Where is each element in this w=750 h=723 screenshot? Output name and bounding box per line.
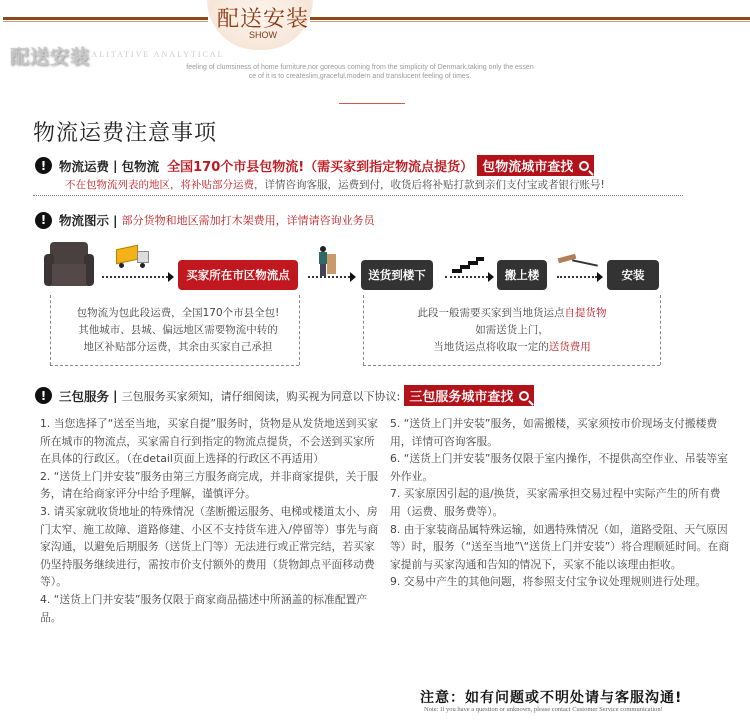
term-item: 8. 由于家装商品属特殊运输，如遇特殊情况（如，道路受阻、天气原因等）时，服务（“送至当地”\“送货上门并安装”）将合理顺延时间。在商家提前与买家沟通和告知的情况下，买家不能以该理由拒收。 [390, 522, 730, 571]
label-divider: | [113, 212, 118, 228]
logistics-diagram-label: 物流图示 [59, 213, 110, 228]
three-guarantees-city-search-button[interactable] [404, 385, 534, 406]
bracket-line [50, 365, 299, 366]
note-line: 包物流为包此段运费，全国170个市县全包! [76, 307, 280, 319]
flow-arrow [557, 276, 597, 286]
flow-arrow [308, 276, 350, 286]
note-line [362, 305, 662, 322]
three-guarantees-row [35, 385, 534, 406]
header-tagline [110, 63, 610, 81]
note-red-text: 送货费用 [548, 341, 591, 353]
header-subtitle: SHOW [249, 30, 277, 40]
terms-right-column [390, 415, 730, 591]
term-item: 9. 交易中产生的其他问题，将参照支付宝争议处理规则进行处理。 [390, 575, 707, 589]
note-red-text: 自提货物 [564, 307, 607, 319]
exclamation-icon: ! [35, 157, 52, 174]
header-background-english: QUALITATIVE ANALYTICAL [76, 50, 225, 59]
button-label: 包物流城市查找 [482, 160, 574, 175]
term-item: 6. “送货上门并安装”服务仅限于室内操作，不提供高空作业、吊装等室外作业。 [390, 452, 729, 483]
dotted-divider [33, 195, 683, 196]
term-item: 3. 请买家就收货地址的特殊情况（垄断搬运服务、电梯或楼道太小、房门太窄、施工故障、道路修建、小区不支持货车进入/停留等）事先与商家沟通，以避免后期服务（送货上门等）无法进行或正常完结，若买家仍坚持服务继续进行，需按市价支付额外的费用（货物卸点平面移动费等）。 [40, 504, 379, 589]
left-segment-note [52, 305, 304, 356]
button-label: 三包服务城市查找 [409, 390, 514, 405]
armchair-icon [44, 242, 94, 288]
step-city-logistics-point: 买家所在市区物流点 [178, 260, 298, 290]
title-accent-line [339, 103, 405, 104]
logistics-fee-note [65, 177, 605, 192]
note-line: 地区补贴部分运费，其余由买家自己承担 [83, 341, 273, 353]
flow-arrow [102, 276, 168, 286]
footer-notice-chinese: 注意：如有问题或不明处请与客服沟通! [420, 690, 683, 706]
installation-tool-icon [558, 254, 598, 268]
logistics-diagram-note: 部分货物和地区需加打木架费用，详情请咨询业务员 [121, 214, 375, 227]
terms-left-column [40, 415, 380, 626]
note-gray-text: 当地货运点将收取一定的 [433, 341, 549, 353]
step-carry-upstairs: 搬上楼 [497, 260, 547, 290]
delivery-truck-icon [116, 247, 150, 269]
free-logistics-highlight: 全国170个市县包物流!（需买家到指定物流点提货） [167, 160, 474, 175]
note-line: 如需送货上门， [475, 324, 549, 336]
porter-icon [319, 246, 337, 276]
label-divider: | [113, 158, 118, 173]
step-deliver-downstairs: 送货到楼下 [361, 260, 433, 290]
bracket-line [50, 295, 51, 365]
footer-notice-english: Note: If you have a question or unknown, please contact Customer Service communication! [424, 706, 663, 713]
header-title: 配送安装 [216, 7, 309, 32]
three-guarantees-label: 三包服务 [59, 388, 110, 404]
term-item: 1. 当您选择了“送至当地，买家自提”服务时，货物是从发货地送到买家所在城市的物流点，买家需自行到指定的物流点提货，不会送到买家所在具体的行政区。（在detail页面上选择的行政区不再适用） [40, 417, 379, 466]
logistics-fee-row [35, 155, 594, 176]
note-gray-text: 详情咨询客服，运费到付，收货后将补贴打款到亲们支付宝或者银行账号! [264, 179, 605, 191]
tagline-line-1: feeling of clumsiness of home furniture,nor goreous coming from the simplicity of Denmark,taking only the essen [186, 64, 534, 71]
term-item: 4. “送货上门并安装”服务仅限于商家商品描述中所涵盖的标准配置产品。 [40, 592, 368, 624]
label-divider: | [113, 388, 118, 403]
term-item: 5. “送货上门并安装”服务，如需搬楼，买家须按市价现场支付搬楼费用，详情可咨询客服。 [390, 417, 718, 448]
three-guarantees-note: 三包服务买家须知，请仔细阅读，购买视为同意以下协议: [121, 389, 401, 403]
logistics-fee-label: 物流运费 [59, 158, 110, 174]
note-line: 其他城市、县城、偏远地区需要物流中转的 [78, 324, 278, 336]
exclamation-icon: ! [35, 212, 52, 229]
stairs-icon [452, 259, 482, 273]
logistics-diagram-row [35, 211, 375, 229]
step-installation: 安装 [607, 260, 659, 290]
free-logistics-label: 包物流 [121, 158, 160, 174]
bracket-line [363, 365, 660, 366]
note-gray-text: 此段一般需要买家到当地货运点 [417, 307, 565, 319]
flow-arrow [445, 276, 488, 286]
note-red-text: 不在包物流列表的地区，将补贴部分运费， [65, 179, 265, 191]
search-icon [579, 161, 589, 171]
term-item: 2. “送货上门并安装”服务由第三方服务商完成，并非商家提供，关于服务，请在给商家评分中给予理解，谨慎评分。 [40, 469, 379, 501]
exclamation-icon: ! [35, 387, 52, 404]
term-item: 7. 买家原因引起的退/换货，买家需承担交易过程中实际产生的所有费用（运费、服务费等）。 [390, 487, 721, 518]
header-background-title: 配送安装 [10, 46, 91, 68]
header-rule-left [3, 17, 208, 20]
search-icon [519, 391, 529, 401]
section-title: 物流运费注意事项 [33, 121, 218, 146]
right-segment-note [362, 305, 662, 356]
tagline-line-2: ce of it is to createslim,graceful,modern and translucent feeling of times. [248, 73, 472, 80]
free-logistics-city-search-button[interactable] [477, 155, 594, 176]
header-rule-right [310, 17, 750, 20]
note-line [362, 339, 662, 356]
